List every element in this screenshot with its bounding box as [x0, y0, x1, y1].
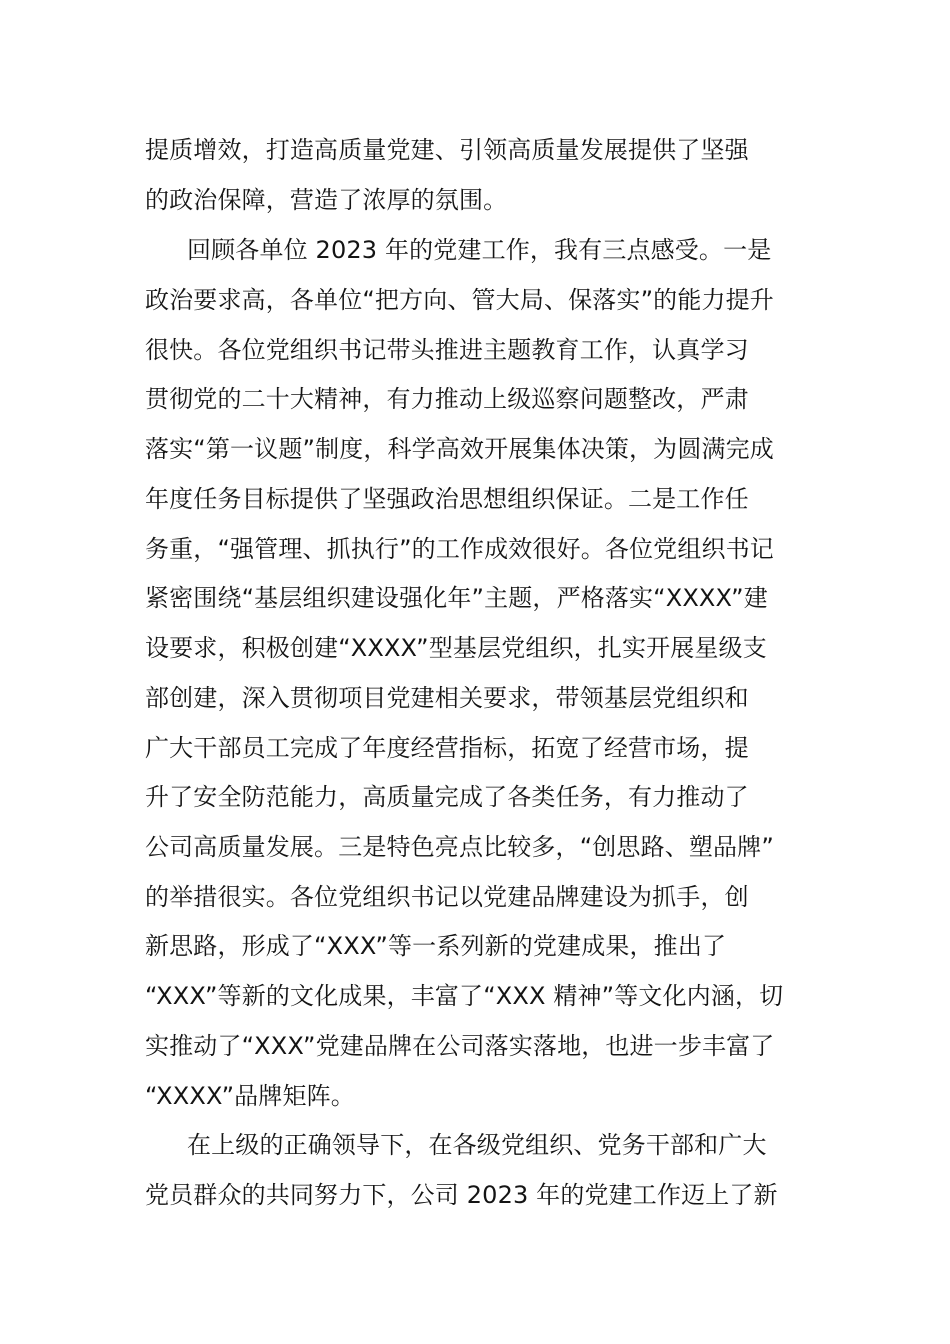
text-line: 实推动了“XXX”党建品牌在公司落实落地，也进一步丰富了 — [145, 1032, 775, 1060]
text-line: 务重，“强管理、抓执行”的工作成效很好。各位党组织书记 — [145, 535, 774, 563]
text-line: 落实“第一议题”制度，科学高效开展集体决策，为圆满完成 — [145, 435, 774, 463]
text-line: 升了安全防范能力，高质量完成了各类任务，有力推动了 — [145, 783, 749, 811]
text-line: 紧密围绕“基层组织建设强化年”主题，严格落实“XXXX”建 — [145, 584, 768, 612]
paragraph-first-line: 回顾各单位 2023 年的党建工作，我有三点感受。一是 — [187, 236, 772, 264]
text-line: “XXXX”品牌矩阵。 — [145, 1082, 355, 1110]
text-line: 年度任务目标提供了坚强政治思想组织保证。二是工作任 — [145, 485, 749, 513]
text-line: 党员群众的共同努力下，公司 2023 年的党建工作迈上了新 — [145, 1181, 778, 1209]
text-line: 公司高质量发展。三是特色亮点比较多，“创思路、塑品牌” — [145, 833, 774, 861]
text-line: 提质增效，打造高质量党建、引领高质量发展提供了坚强 — [145, 136, 749, 164]
text-line: 政治要求高，各单位“把方向、管大局、保落实”的能力提升 — [145, 286, 774, 314]
text-line: 贯彻党的二十大精神，有力推动上级巡察问题整改，严肃 — [145, 385, 749, 413]
text-line: 新思路，形成了“XXX”等一系列新的党建成果，推出了 — [145, 932, 727, 960]
paragraph-first-line: 在上级的正确领导下，在各级党组织、党务干部和广大 — [187, 1131, 767, 1159]
text-line: 的举措很实。各位党组织书记以党建品牌建设为抓手，创 — [145, 883, 749, 911]
text-line: 的政治保障，营造了浓厚的氛围。 — [145, 186, 508, 214]
text-line: 很快。各位党组织书记带头推进主题教育工作，认真学习 — [145, 336, 749, 364]
text-line: “XXX”等新的文化成果，丰富了“XXX 精神”等文化内涵，切 — [145, 982, 784, 1010]
text-line: 广大干部员工完成了年度经营指标，拓宽了经营市场，提 — [145, 734, 749, 762]
text-line: 部创建，深入贯彻项目党建相关要求，带领基层党组织和 — [145, 684, 749, 712]
text-line: 设要求，积极创建“XXXX”型基层党组织，扎实开展星级支 — [145, 634, 767, 662]
